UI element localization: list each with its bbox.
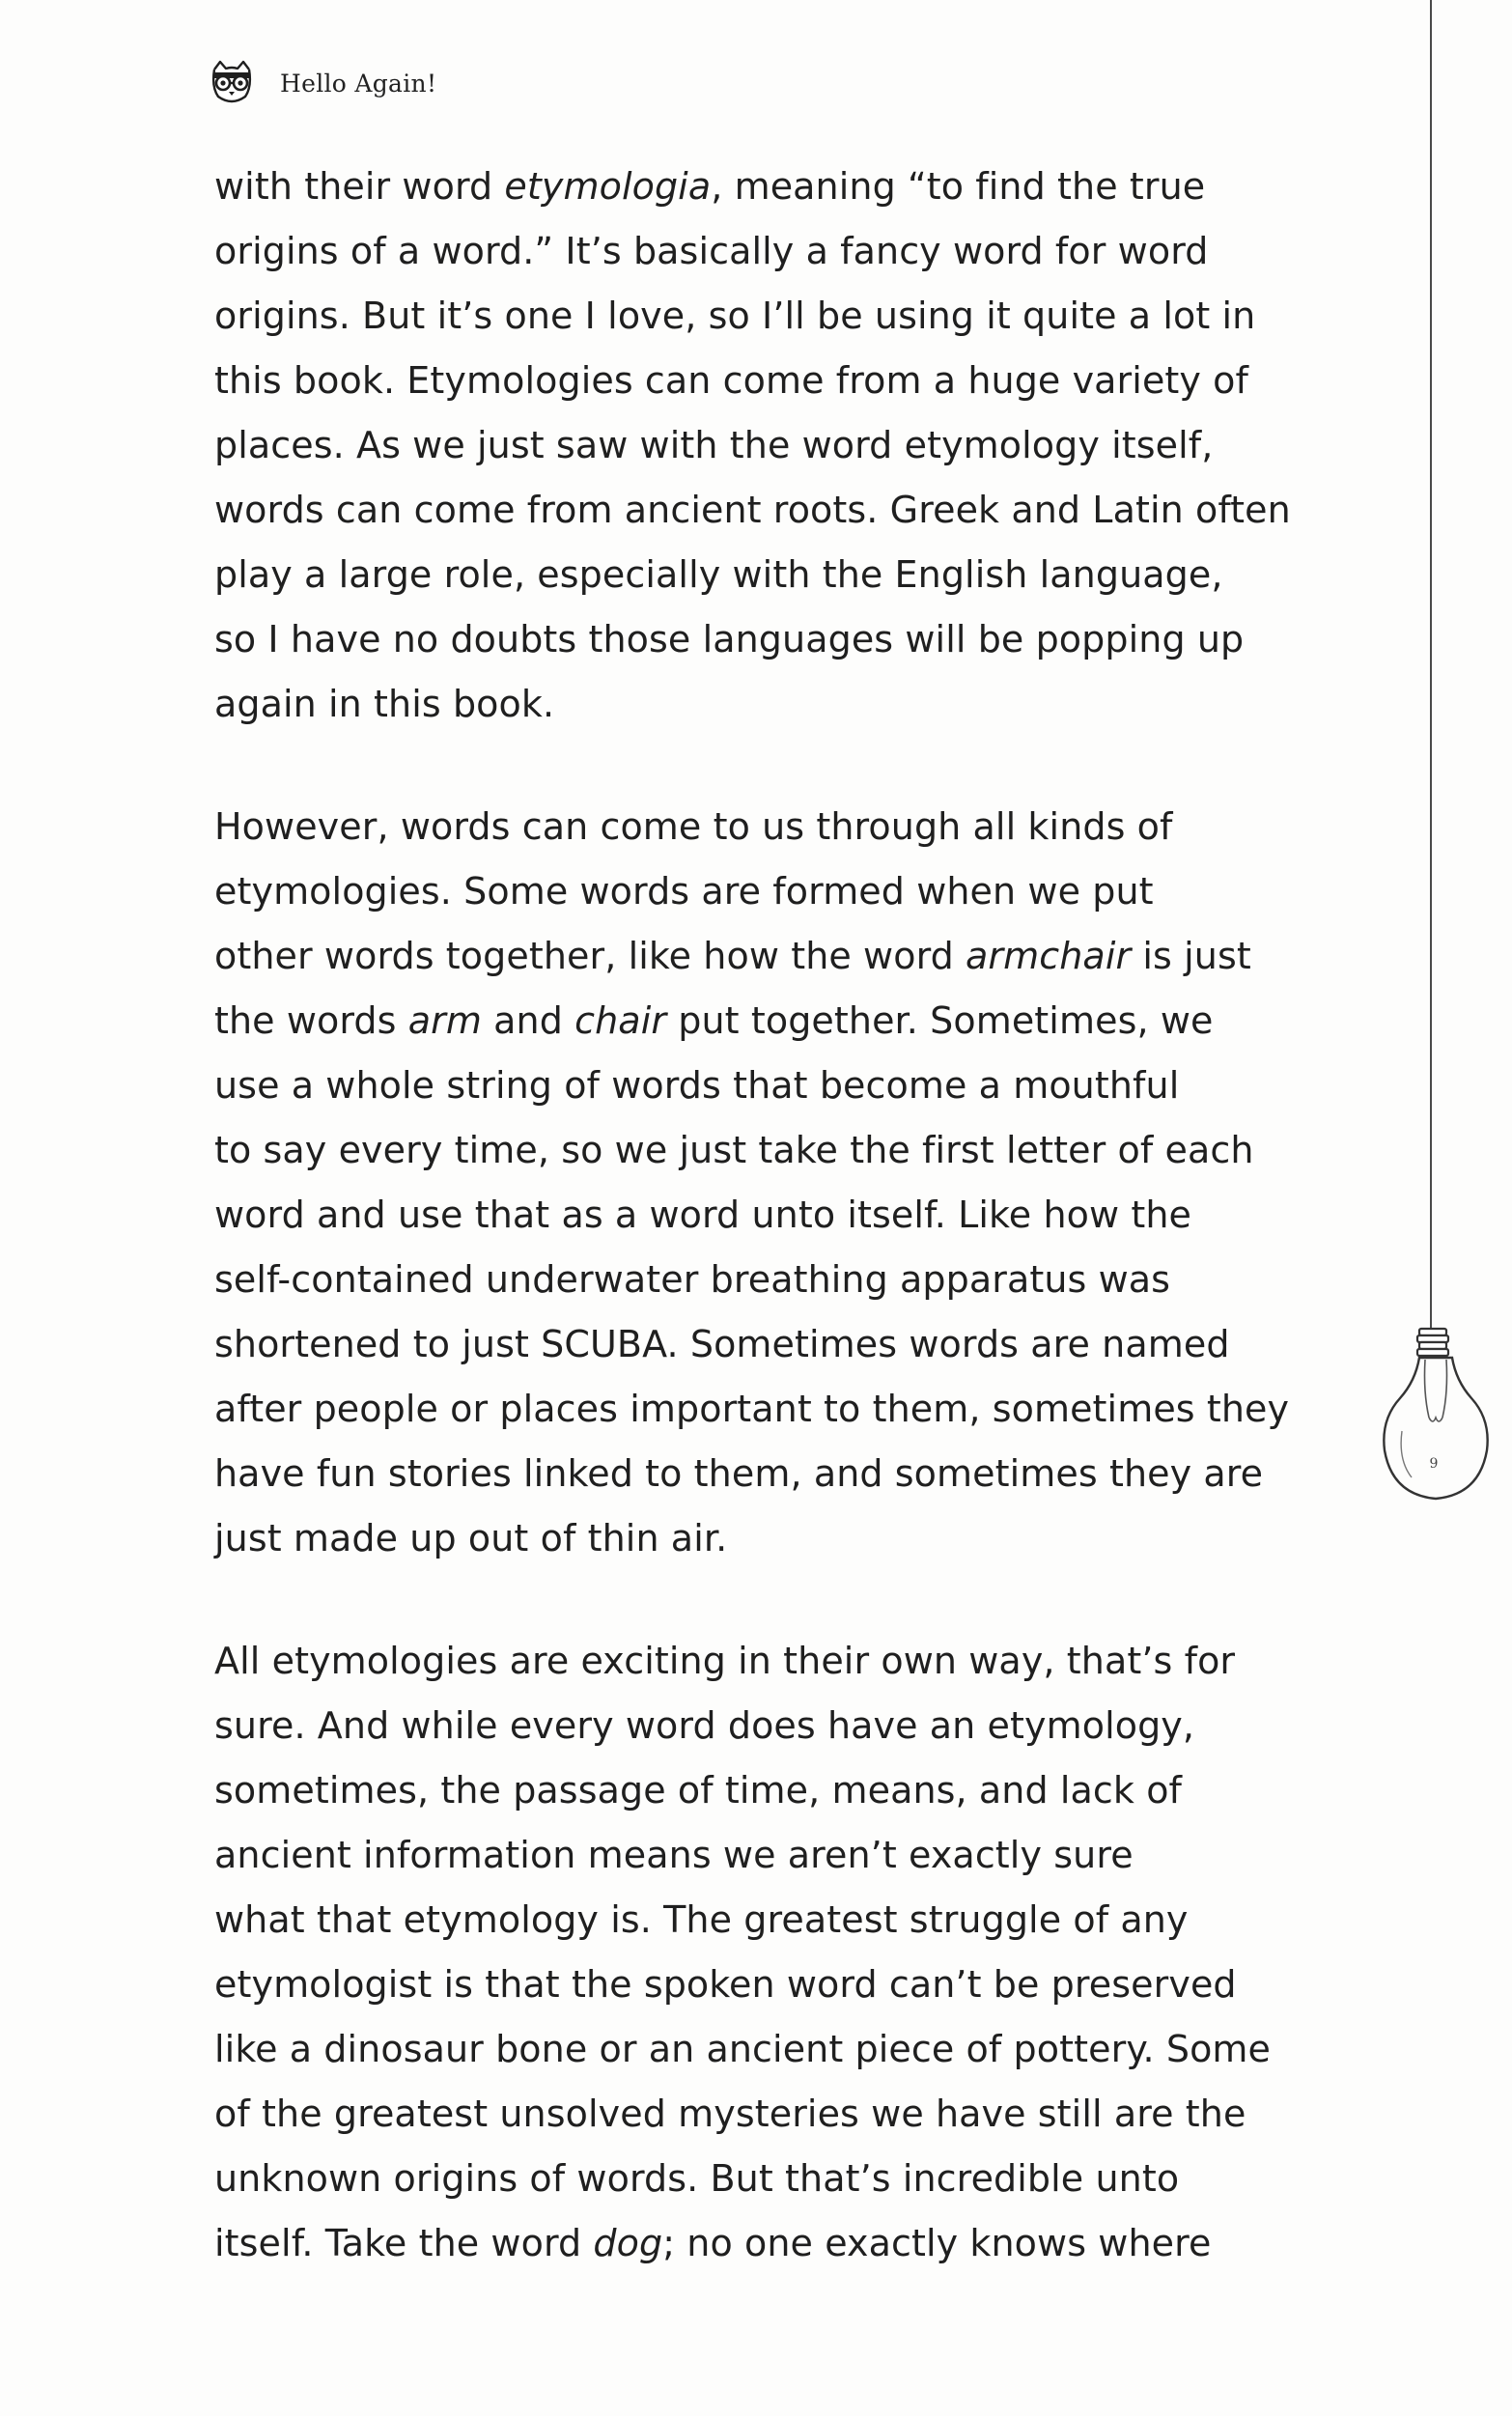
text-line [214, 2211, 1363, 2276]
text-line [214, 1629, 1363, 1694]
text-line [214, 349, 1363, 413]
text-segment: origins. But it’s one I love, so I’ll be using it quite a lot in [214, 295, 1256, 337]
paragraph [214, 155, 1363, 737]
text-segment: sometimes, the passage of time, means, and lack of [214, 1769, 1183, 1812]
text-line [214, 1183, 1363, 1248]
text-segment: shortened to just SCUBA. Sometimes words are named [214, 1323, 1230, 1365]
running-header [207, 54, 436, 112]
body-text [214, 155, 1363, 2334]
text-line [214, 155, 1363, 219]
text-segment: ; no one exactly knows where [662, 2222, 1212, 2264]
text-segment: , meaning “to find the true [711, 165, 1206, 208]
text-line [214, 1506, 1363, 1571]
page-number: 9 [1429, 1456, 1439, 1472]
paragraph [214, 795, 1363, 1571]
text-line [214, 478, 1363, 543]
text-segment: with their word [214, 165, 505, 208]
text-line [214, 1053, 1363, 1118]
text-segment: what that etymology is. The greatest struggle of any [214, 1898, 1189, 1941]
text-line [214, 607, 1363, 672]
text-segment: unknown origins of words. But that’s incredible unto [214, 2157, 1180, 2200]
lightbulb-string [1430, 0, 1432, 1331]
text-segment: so I have no doubts those languages will be popping up [214, 618, 1245, 660]
text-line [214, 924, 1363, 989]
text-line [214, 1758, 1363, 1823]
text-segment: like a dinosaur bone or an ancient piece of pottery. Some [214, 2028, 1272, 2070]
text-line [214, 284, 1363, 349]
running-header-title: Hello Again! [280, 69, 437, 98]
text-segment: words can come from ancient roots. Greek and Latin often [214, 489, 1291, 531]
text-segment: is just [1131, 935, 1251, 977]
text-segment: to say every time, so we just take the first letter of each [214, 1129, 1254, 1171]
text-segment: play a large role, especially with the English language, [214, 553, 1223, 596]
text-segment: All etymologies are exciting in their own way, that’s for [214, 1640, 1236, 1682]
text-segment: use a whole string of words that become a mouthful [214, 1064, 1180, 1107]
text-segment: ancient information means we aren’t exactly sure [214, 1834, 1134, 1876]
italic-term: armchair [966, 935, 1132, 977]
text-line [214, 219, 1363, 284]
text-segment: have fun stories linked to them, and sometimes they are [214, 1452, 1264, 1495]
italic-term: chair [574, 999, 667, 1042]
italic-term: arm [407, 999, 482, 1042]
text-segment: just made up out of thin air. [214, 1517, 728, 1559]
text-segment: other words together, like how the word [214, 935, 966, 977]
text-segment: word and use that as a word unto itself. Like how the [214, 1194, 1192, 1236]
text-line [214, 989, 1363, 1053]
paragraph [214, 1629, 1363, 2276]
text-segment: sure. And while every word does have an etymology, [214, 1704, 1195, 1747]
text-line [214, 795, 1363, 859]
owl-glasses-icon [207, 58, 257, 108]
text-line [214, 413, 1363, 478]
text-segment: of the greatest unsolved mysteries we have still are the [214, 2093, 1246, 2135]
text-segment: etymologist is that the spoken word can’t be preserved [214, 1963, 1237, 2006]
text-segment: places. As we just saw with the word etymology itself, [214, 424, 1214, 466]
hanging-lightbulb-icon [1379, 1325, 1493, 1518]
text-line [214, 1823, 1363, 1888]
text-segment: self-contained underwater breathing apparatus was [214, 1258, 1171, 1301]
italic-term: etymologia [504, 165, 712, 208]
text-line [214, 1694, 1363, 1758]
text-line [214, 543, 1363, 607]
text-line [214, 1377, 1363, 1442]
text-line [214, 1118, 1363, 1183]
text-segment: the words [214, 999, 408, 1042]
text-segment: this book. Etymologies can come from a huge variety of [214, 359, 1249, 402]
text-line [214, 2147, 1363, 2211]
text-line [214, 859, 1363, 924]
text-segment: origins of a word.” It’s basically a fancy word for word [214, 230, 1209, 272]
italic-term: dog [593, 2222, 663, 2264]
text-line [214, 1442, 1363, 1506]
text-line [214, 1312, 1363, 1377]
text-segment: itself. Take the word [214, 2222, 594, 2264]
text-line [214, 1248, 1363, 1312]
text-line [214, 1888, 1363, 1952]
text-segment: etymologies. Some words are formed when we put [214, 870, 1154, 913]
text-segment: again in this book. [214, 683, 555, 725]
text-segment: and [481, 999, 575, 1042]
text-line [214, 672, 1363, 737]
text-line [214, 2017, 1363, 2082]
text-segment: However, words can come to us through all kinds of [214, 805, 1173, 848]
text-line [214, 2082, 1363, 2147]
text-segment: put together. Sometimes, we [666, 999, 1214, 1042]
text-line [214, 1952, 1363, 2017]
text-segment: after people or places important to them, sometimes they [214, 1388, 1290, 1430]
